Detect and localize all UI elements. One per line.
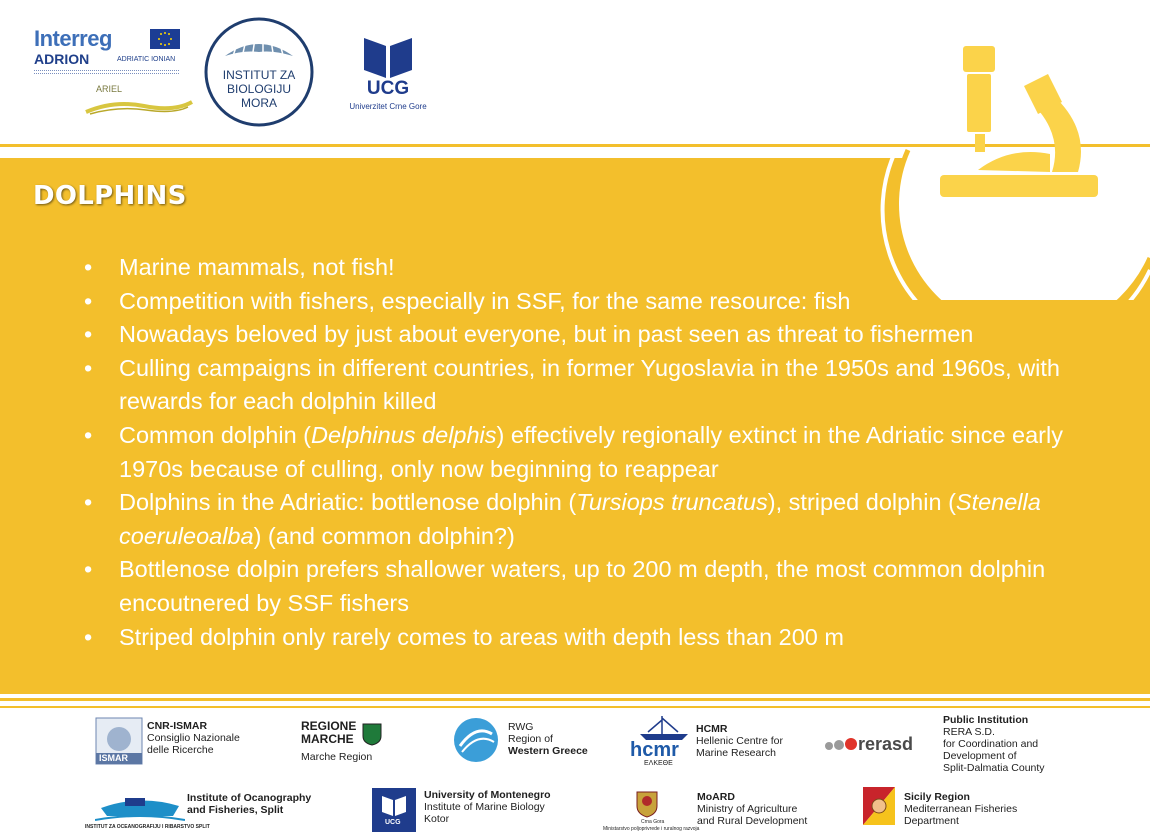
partner-rera: rerasd Public Institution RERA S.D. for Coordination and Development of Split-Dalmatia County — [822, 714, 1062, 778]
bullet-text: Competition with fishers, especially in SSF, for the same resource: fish — [119, 287, 851, 314]
partner-rwg: RWG Region of Western Greece — [452, 716, 602, 766]
izor-ship-icon — [95, 788, 185, 822]
bullet-text: ), striped dolphin ( — [767, 489, 956, 516]
bullet-text: Marine mammals, not fish! — [119, 254, 395, 280]
bullet-item — [84, 251, 1124, 285]
ship-icon — [634, 714, 694, 742]
bullet-dot-icon: • — [84, 321, 93, 348]
institut-name: INSTITUT ZA BIOLOGIJU MORA — [222, 68, 296, 110]
bullet-item — [84, 285, 1124, 319]
bullet-dot-icon: • — [84, 556, 93, 583]
bullet-dot-icon: • — [84, 354, 93, 381]
bullet-dot-icon: • — [84, 489, 93, 516]
ucg-abbr: UCG — [366, 78, 410, 99]
species-name: Tursiops truncatus — [576, 489, 768, 516]
marche-shield-icon — [361, 722, 383, 746]
bullet-text: Nowadays beloved by just about everyone, but in past seen as threat to fishermen — [119, 321, 974, 348]
partner-sicily: Sicily Region Mediterranean Fisheries Department — [862, 786, 1062, 830]
bottom-divider-line-2 — [0, 706, 1150, 708]
bullet-dot-icon: • — [84, 287, 93, 314]
bullet-text: Dolphins in the Adriatic: bottlenose dolphin ( — [119, 489, 577, 516]
partner-ucg-imb: UCG University of Montenegro Institute of Marine Biology Kotor — [372, 788, 582, 832]
slide-title: DOLPHINS — [33, 181, 187, 211]
partner-cnr-ismar: ISMAR CNR-ISMAR Consiglio Nazionale delle Ricerche — [95, 717, 255, 767]
ariel-label: ARIEL — [96, 84, 123, 94]
bullet-item — [84, 486, 1124, 553]
bullet-text: ) (and common dolphin?) — [253, 522, 515, 549]
adriatic-ionian-label: ADRIATIC IONIAN — [117, 56, 176, 63]
partner-hcmr: hcmr ΕΛΚΕΘΕ HCMR Hellenic Centre for Marine Research — [630, 714, 800, 770]
bullet-dot-icon: • — [84, 623, 93, 650]
interreg-wordmark: Interreg — [34, 26, 112, 51]
rwg-wave-icon — [452, 716, 500, 764]
species-name: Stenella coeruleoalba — [119, 489, 1041, 549]
bullet-list — [84, 251, 1124, 654]
bullet-text: Striped dolphin only rarely comes to areas with depth less than 200 m — [119, 623, 844, 650]
species-name: Delphinus delphis — [311, 421, 497, 448]
bullet-text: ) effectively regionally extinct in the Adriatic since early 1970s because of culling, only now beginning to reappear — [119, 421, 1063, 482]
adrion-wordmark: ADRION — [34, 51, 90, 67]
partner-marche: REGIONE MARCHE Marche Region — [301, 720, 391, 768]
bullet-dot-icon: • — [84, 254, 93, 280]
bullet-item — [84, 553, 1124, 620]
bottom-divider-line — [0, 698, 1150, 701]
sicily-flag-icon — [862, 786, 896, 826]
ucg-name: Univerzitet Crne Gore — [349, 102, 427, 111]
bullet-text: Culling campaigns in different countries, in former Yugoslavia in the 1950s and 1960s, with rewards for each dolphin killed — [119, 354, 1060, 415]
bullet-item — [84, 318, 1124, 352]
bullet-text: Bottlenose dolpin prefers shallower waters, up to 200 m depth, the most common dolphin encoutnered by SSF fishers — [119, 556, 1046, 616]
partner-moard: Crna Gora Ministarstvo poljoprivrede i ruralnog razvoja MoARD Ministry of Agriculture and Rural Development — [603, 786, 833, 836]
bullet-text: Common dolphin ( — [119, 421, 312, 448]
montenegro-coat-of-arms-icon — [633, 786, 661, 818]
bullet-item — [84, 621, 1124, 655]
partner-izor: INSTITUT ZA OCEANOGRAFIJU I RIBARSTVO SPLIT Institute of Ocanography and Fisheries, Split — [85, 788, 345, 834]
bullet-dot-icon: • — [84, 421, 93, 448]
bullet-item — [84, 419, 1124, 486]
bullet-item — [84, 352, 1124, 419]
